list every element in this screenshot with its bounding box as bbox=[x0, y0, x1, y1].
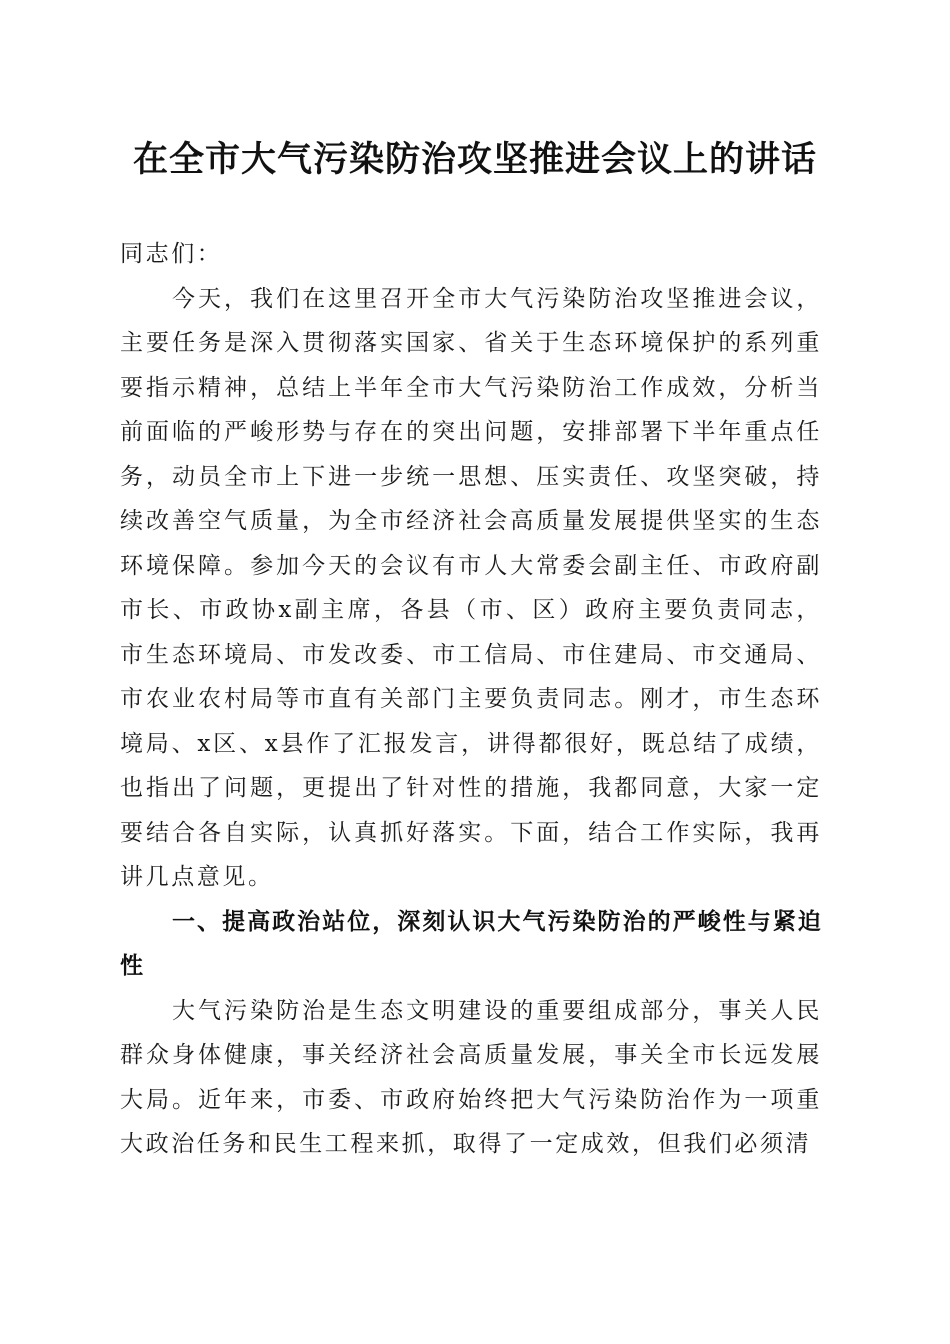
opening-paragraph: 今天，我们在这里召开全市大气污染防治攻坚推进会议，主要任务是深入贯彻落实国家、省关于生态环境保护的系列重要指示精神，总结上半年全市大气污染防治工作成效，分析当前面临的严峻形势与存在的突出问题，安排部署下半年重点任务，动员全市上下进一步统一思想、压实责任、攻坚突破，持续改善空气质量，为全市经济社会高质量发展提供坚实的生态环境保障。参加今天的会议有市人大常委会副主任、市政府副市长、市政协x副主席，各县（市、区）政府主要负责同志，市生态环境局、市发改委、市工信局、市住建局、市交通局、市农业农村局等市直有关部门主要负责同志。刚才，市生态环境局、x区、x县作了汇报发言，讲得都很好，既总结了成绩，也指出了问题，更提出了针对性的措施，我都同意，大家一定要结合各自实际，认真抓好落实。下面，结合工作实际，我再讲几点意见。 bbox=[120, 285, 822, 890]
section-paragraph: 大气污染防治是生态文明建设的重要组成部分，事关人民群众身体健康，事关经济社会高质量发展，事关全市长远发展大局。近年来，市委、市政府始终把大气污染防治作为一项重大政治任务和民生工程来抓，取得了一定成效，但我们必须清 bbox=[120, 997, 822, 1157]
document-title: 在全市大气污染防治攻坚推进会议上的讲话 bbox=[132, 139, 817, 180]
document-body bbox=[120, 232, 822, 1167]
salutation: 同志们： bbox=[120, 241, 223, 267]
section-heading: 一、提高政治站位，深刻认识大气污染防治的严峻性与紧迫性 bbox=[120, 908, 822, 979]
